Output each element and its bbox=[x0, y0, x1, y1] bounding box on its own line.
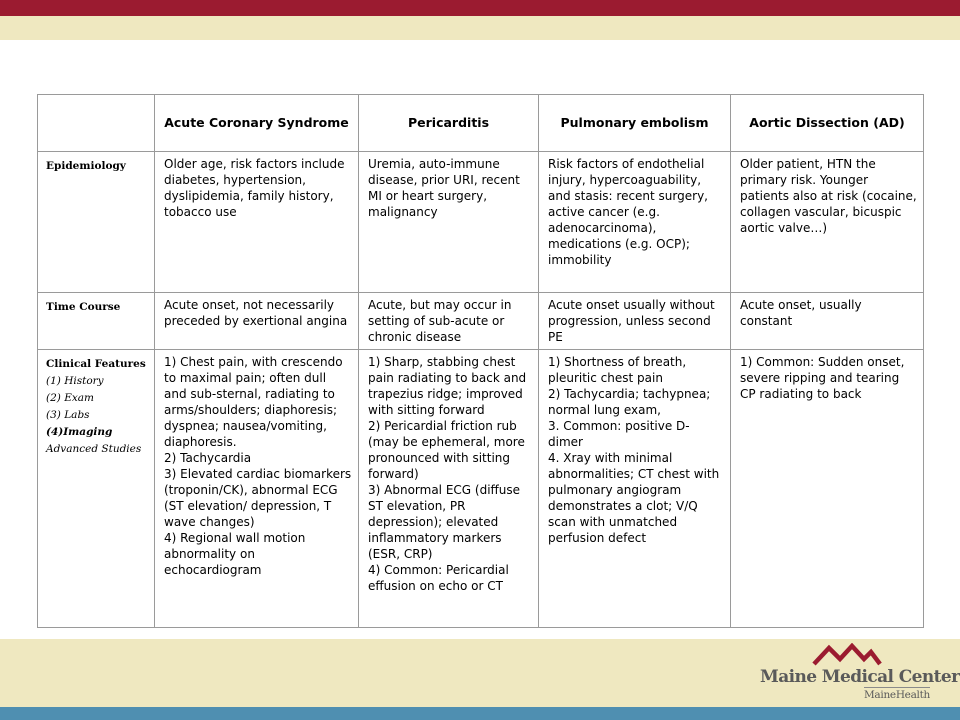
cell-epidemiology-pe: Risk factors of endothelial injury, hypercoaguability, and stasis: recent surgery, active cancer (e.g. adenocarcinoma), medications (e.g. OCP); immobility bbox=[539, 152, 731, 293]
row-label-epidemiology: Epidemiology bbox=[46, 160, 126, 172]
row-sublabel-labs: (3) Labs bbox=[46, 409, 90, 421]
bottom-accent-band bbox=[0, 707, 960, 720]
cell-clinical-ad: 1) Common: Sudden onset, severe ripping and tearing CP radiating to back bbox=[731, 350, 924, 628]
row-sublabel-advanced-studies: Advanced Studies bbox=[46, 443, 142, 455]
table-row-clinical-features bbox=[38, 350, 924, 628]
cell-time-course-pe: Acute onset usually without progression, unless second PE bbox=[539, 293, 731, 350]
header-pericarditis: Pericarditis bbox=[359, 95, 539, 152]
logo-subtitle: MaineHealth bbox=[863, 689, 930, 701]
logo-name: Maine Medical Center bbox=[760, 667, 960, 687]
cell-epidemiology-pericarditis: Uremia, auto-immune disease, prior URI, recent MI or heart surgery, malignancy bbox=[359, 152, 539, 293]
mountain-peaks-logo-icon bbox=[812, 643, 882, 667]
cell-clinical-acs: 1) Chest pain, with crescendo to maximal pain; often dull and sub-sternal, radiating to arms/shoulders; diaphoresis; dyspnea; nausea/vomiting, diaphoresis. 2) Tachycardia 3) Elevated cardiac biomarkers (troponin/CK), abnormal ECG (ST elevation/ depression, T wave changes) 4) Regional wall motion abnormality on echocardiogram bbox=[155, 350, 359, 628]
table-row-time-course bbox=[38, 293, 924, 350]
cell-time-course-acs: Acute onset, not necessarily preceded by exertional angina bbox=[155, 293, 359, 350]
maine-medical-center-logo bbox=[760, 643, 960, 705]
table-row-epidemiology bbox=[38, 152, 924, 293]
top-tan-band bbox=[0, 16, 960, 40]
row-sublabel-imaging: (4)Imaging bbox=[46, 426, 113, 438]
header-aortic-dissection: Aortic Dissection (AD) bbox=[731, 95, 924, 152]
table-header-row bbox=[38, 95, 924, 152]
header-blank-cell bbox=[38, 95, 155, 152]
cell-time-course-ad: Acute onset, usually constant bbox=[731, 293, 924, 350]
header-acs: Acute Coronary Syndrome bbox=[155, 95, 359, 152]
row-label-time-course: Time Course bbox=[46, 301, 121, 313]
top-accent-band bbox=[0, 0, 960, 16]
row-sublabel-exam: (2) Exam bbox=[46, 392, 95, 404]
cell-epidemiology-acs: Older age, risk factors include diabetes, hypertension, dyslipidemia, family history, tobacco use bbox=[155, 152, 359, 293]
cell-epidemiology-ad: Older patient, HTN the primary risk. Younger patients also at risk (cocaine, collagen vascular, bicuspic aortic valve…) bbox=[731, 152, 924, 293]
row-label-clinical-features: Clinical Features bbox=[46, 358, 146, 370]
row-sublabel-history: (1) History bbox=[46, 375, 104, 387]
comparison-table bbox=[37, 94, 924, 628]
cell-time-course-pericarditis: Acute, but may occur in setting of sub-acute or chronic disease bbox=[359, 293, 539, 350]
cell-clinical-pe: 1) Shortness of breath, pleuritic chest pain 2) Tachycardia; tachypnea; normal lung exam, 3. Common: positive D-dimer 4. Xray with minimal abnormalities; CT chest with pulmonary angiogram demonstrates a clot; V/Q scan with unmatched perfusion defect bbox=[539, 350, 731, 628]
cell-clinical-pericarditis: 1) Sharp, stabbing chest pain radiating to back and trapezius ridge; improved with sitting forward 2) Pericardial friction rub (may be ephemeral, more pronounced with sitting forward) 3) Abnormal ECG (diffuse ST elevation, PR depression); elevated inflammatory markers (ESR, CRP) 4) Common: Pericardial effusion on echo or CT bbox=[359, 350, 539, 628]
header-pulmonary-embolism: Pulmonary embolism bbox=[539, 95, 731, 152]
